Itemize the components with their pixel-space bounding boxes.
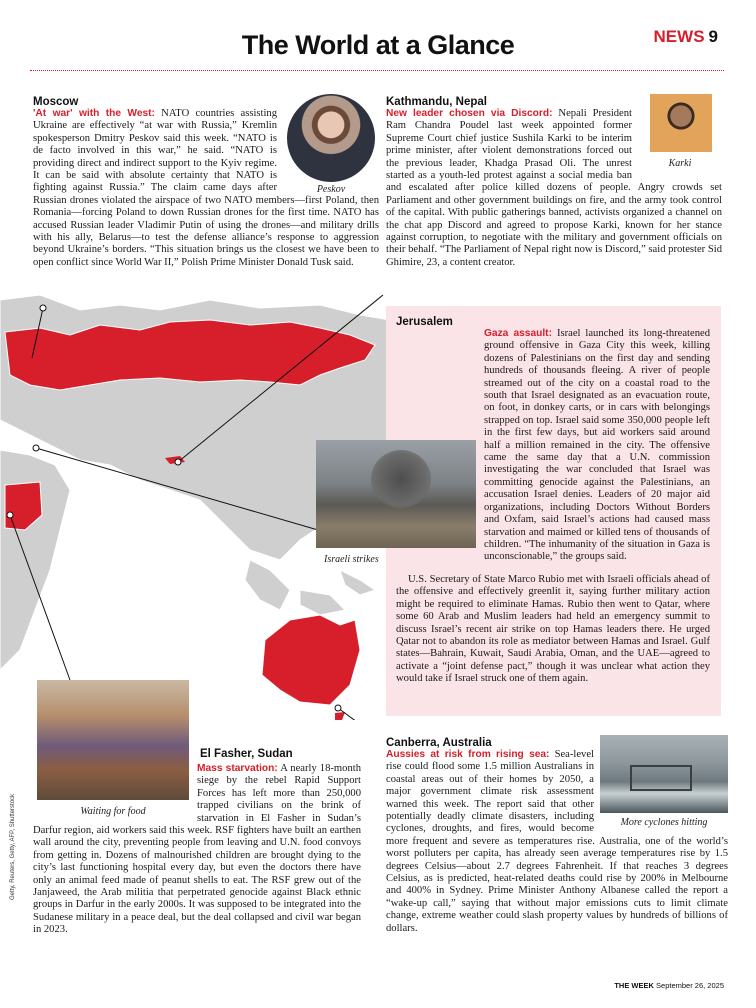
story-elfasher-head [200, 748, 360, 760]
story-moscow [33, 96, 379, 269]
story-canberra [386, 737, 728, 935]
story-elfasher [33, 763, 361, 937]
story-jerusalem-body [324, 328, 711, 686]
photo-credit: Getty, Reuters, Getty, AFP, Shutterstock [10, 793, 16, 900]
caption-strikes: Israeli strikes [324, 554, 379, 565]
section-name: NEWS [653, 27, 705, 46]
cyclone-building [630, 765, 692, 791]
peskov-photo [287, 94, 375, 182]
kicker-canberra: Aussies at risk from rising sea: [386, 749, 550, 760]
caption-cyclone: More cyclones hitting [620, 817, 708, 828]
cyclone-photo [600, 735, 728, 813]
marker-canberra [335, 705, 341, 711]
marker-jerusalem [33, 445, 39, 451]
pointer-canberra [338, 708, 384, 720]
text-elfasher: A nearly 18-month siege by the rebel Rapid Support Forces has left more than 250,000 trapped civilians on the brink of starvation in El Fasher in Sudan’s Darfur region, aid workers said this week. RSF fighters have built an earthen wall around the city, preventing people from leaving and U.N. food convoys from getting in. Dozens of malnourished children are brought dying to the city’s last functioning hospital every day, but even the doctors there have only an animal feed made of peanut shells to eat. The RSF grew out of the Janjaweed, the Arab militia that perpetrated genocide against Black ethnic groups in Darfur in the early 2000s. It was supposed to be integrated into the Sudanese military in a peace deal, but the deal collapsed and civil war began in 2023. [33, 763, 361, 936]
dateline-jerusalem: Jerusalem [396, 316, 453, 328]
peskov-photo-wrap [283, 94, 379, 195]
text-moscow: NATO countries assisting Ukraine are effectively “at war with Russia,” Kremlin spokesperson Dmitry Peskov said this week. “NATO is de facto involved in this war,” he said. “NATO is providing direct and indirect support to the Kyiv regime. It can be said with absolute certainty that NATO is fighting against Russia.” The claim came days after Russian drones violated the airspace of two NATO members—first Poland, then Romania—forcing Poland to down Russian drones for the first time. NATO has accused Russian leader Vladimir Putin of using the drones—and military drills with his ally, Belarus—to test the defense alliance’s response to aggression beyond Ukraine’s borders. “This situation brings us the closest we have been to open conflict since World War II,” Polish Prime Minister Donald Tusk said. [33, 108, 379, 268]
dateline-elfasher: El Fasher, Sudan [200, 748, 293, 760]
marker-sudan [7, 512, 13, 518]
fasher-photo-space [33, 763, 197, 825]
tasmania-highlight [335, 712, 345, 720]
caption-karki: Karki [668, 158, 692, 169]
dateline-kathmandu: Kathmandu, Nepal [386, 96, 487, 108]
smoke-plume [371, 450, 431, 508]
text-jerusalem-1: Israel launched its long-threatened ground offensive in Gaza City this week, killing dozens of Palestinians on the first day and sending hundreds of thousands fleeing. A river of people streamed out of the city on a coastal road to the south that Israel designated as an evacuation route, on foot, in donkey carts, or in cars with belongings strapped on top. Israel said some 350,000 people left in the first few days, but aid workers said around half a million remained in the city. The offensive came the same day that a U.N. commission investigating the war concluded that Israel was committing genocide against the Palestinians, an accusation Israel denies. Leaders of 20 major aid organizations, including Doctors Without Borders and Oxfam, said Israel’s actions had caused mass starvation and maimed or killed tens of thousands of children. “The inhumanity of the situation in Gaza is unconscionable,” the groups said. [484, 328, 711, 563]
story-jerusalem [324, 316, 711, 686]
story-kathmandu-body [386, 108, 722, 269]
kicker-jerusalem: Gaza assault: [484, 328, 552, 339]
karki-photo-wrap [638, 94, 722, 174]
text-jerusalem-2: U.S. Secretary of State Marco Rubio met with Israeli officials ahead of the offensive and effectively greenlit it, saying further military action might be required to eliminate Hamas. Rubio then went to Qatar, where some 60 Arab and Muslim leaders had held an emergency summit to discuss Israel’s recent air strike on top Hamas leaders there. He urged Qatar not to abandon its role as mediator between Hamas and Israel. Gulf states—Bahrain, Kuwait, Saudi Arabia, Oman, and the UAE—agreed to activate a “joint defense pact,” though it was unclear what action they would take if Israel struck one of them again. [396, 574, 710, 685]
caption-fasher: Waiting for food [80, 806, 146, 817]
kicker-moscow: 'At war' with the West: [33, 108, 155, 119]
caption-peskov: Peskov [316, 184, 346, 195]
cyclone-photo-wrap [600, 735, 728, 833]
header-rule [30, 70, 724, 71]
strikes-photo [316, 440, 476, 548]
marker-moscow [40, 305, 46, 311]
page-number: 9 [708, 27, 718, 46]
footer [614, 981, 724, 990]
kicker-kathmandu: New leader chosen via Discord: [386, 108, 553, 119]
story-canberra-body [386, 749, 728, 935]
australia-highlight [262, 615, 360, 705]
text-canberra: Sea-level rise could flood some 1.5 million Australians in coastal areas out of their homes by 2050, a major government climate risk assessment warned this week. The report said that other potentially deadly climate disasters, including cyclones, droughts, and fires, would become more frequent and severe as temperatures rise. Australia, one of the world’s worst polluters per capita, has already seen average temperatures rise by 1.5 degrees Celsius—about 2.7 degrees Fahrenheit. If that reaches 3 degrees Celsius, as is predicted, heat-related deaths could rise by 200% in Melbourne and 400% in Sydney. Prime Minister Anthony Albanese called the report a “wake-up call,” saying that without major emissions cuts to limit climate change, extreme weather could slash property values by hundreds of billions of dollars. [386, 749, 728, 934]
footer-publication: THE WEEK [614, 981, 654, 990]
page-title: The World at a Glance [241, 30, 515, 60]
story-elfasher-body [33, 763, 361, 937]
text-kathmandu: Nepali President Ram Chandra Poudel last week appointed former Supreme Court chief justice Sushila Karki to be interim prime minister, after violent demonstrations forced out the previous leader, Khadga Prasad Oli. The unrest started as a youth-led protest against a social media ban and escalated after police killed dozens of people. Angry crowds set Parliament and other government buildings on fire, and the army took control of the capital. With public gatherings banned, activists organized a channel on the chat app Discord and agreed to propose Karki, known for her stance against corruption, to negotiate with the military and government officials on their behalf. “The Parliament of Nepal right now is Discord,” said protester Sid Ghimire, 23, a content creator. [386, 108, 722, 268]
marker-kathmandu [175, 459, 181, 465]
kicker-elfasher: Mass starvation: [197, 763, 278, 774]
dateline-canberra: Canberra, Australia [386, 737, 492, 749]
karki-photo [650, 94, 712, 152]
story-kathmandu [386, 96, 722, 269]
strikes-photo-wrap [316, 440, 476, 574]
story-moscow-body [33, 108, 379, 269]
dateline-moscow: Moscow [33, 96, 79, 108]
footer-date: September 26, 2025 [656, 981, 724, 990]
section-label [654, 27, 718, 47]
